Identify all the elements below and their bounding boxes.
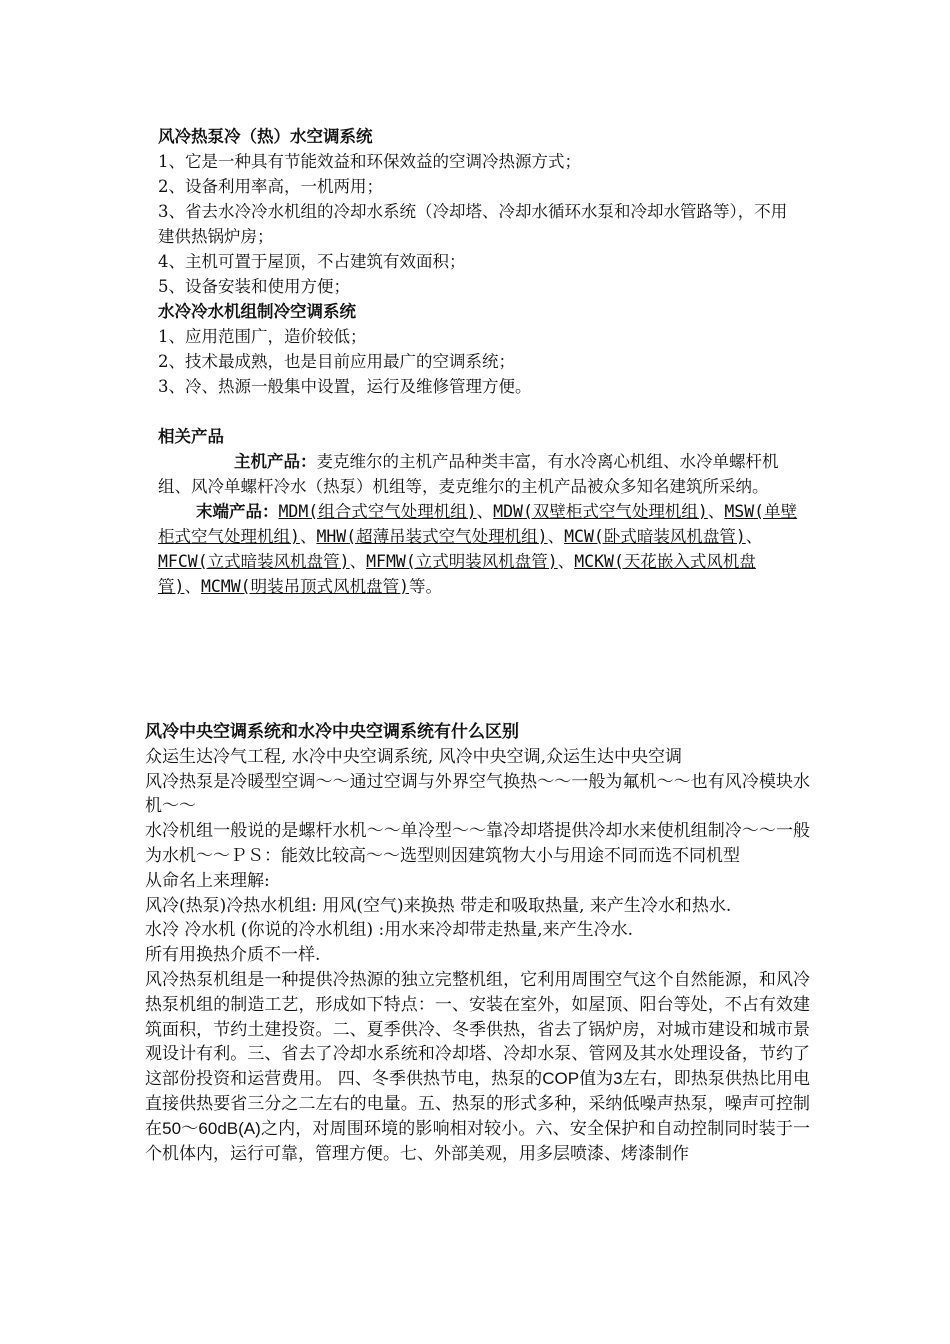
list-item: 4、主机可置于屋顶，不占建筑有效面积； [158, 252, 466, 271]
list-item: 3、省去水冷冷水机组的冷却水系统（冷却塔、冷却水循环水泵和冷却水管路等），不用建供热锅炉房； [158, 202, 788, 246]
text-line: 从命名上来理解: [145, 870, 270, 891]
section-air-cooled-vs-water-cooled [158, 124, 798, 599]
text-line: 风冷(热泵)冷热水机组: 用风(空气)来换热 带走和吸取热量, 来产生冷水和热水. [145, 895, 732, 916]
product-link-mcmw[interactable]: MCMW(明装吊顶式风机盘管) [200, 577, 410, 596]
text-line: 风冷热泵是冷暖型空调～～通过空调与外界空气换热～～一般为氟机～～也有风冷模块水机～～ [145, 771, 810, 817]
heading-water-cooled-chiller: 水冷冷水机组制冷空调系统 [158, 302, 356, 321]
product-link-mdw[interactable]: MDW(双壁柜式空气处理机组) [493, 502, 708, 521]
text-line: 水冷 冷水机 (你说的冷水机组) :用水来冷却带走热量,来产生冷水. [145, 920, 634, 941]
cop-term: COP [542, 1069, 580, 1089]
heading-related-products: 相关产品 [158, 427, 224, 446]
product-link-mcw[interactable]: MCW(卧式暗装风机盘管) [564, 527, 746, 546]
heading-differences: 风冷中央空调系统和水冷中央空调系统有什么区别 [145, 722, 519, 742]
text-line: 水冷机组一般说的是螺杆水机～～单冷型～～靠冷却塔提供冷却水来使机组制冷～～一般为水机～～ＰＳ：能效比较高～～选型则因建筑物大小与用途不同而选不同机型 [145, 821, 810, 866]
host-products-text: 麦克维尔的主机产品种类丰富，有水冷离心机组、水冷单螺杆机组、风冷单螺杆冷水（热泵）机组等，麦克维尔的主机产品被众多知名建筑所采纳。 [158, 452, 779, 496]
terminal-products-label: 末端产品： [196, 502, 279, 521]
host-products-label: 主机产品： [234, 452, 317, 471]
terminal-products-suffix: 等。 [409, 577, 443, 596]
product-link-mckw[interactable]: MCKW(天花嵌入式风机盘管) [158, 552, 756, 596]
terminal-products-paragraph: 末端产品：MDM(组合式空气处理机组)、MDW(双壁柜式空气处理机组)、MSW(单壁柜式空气处理机组)、MHW(超薄吊装式空气处理机组)、MCW(卧式暗装风机盘管)、MFCW(立式暗装风机盘管)、MFMW(立式明装风机盘管)、MCKW(天花嵌入式风机盘管)、MCMW(明装吊顶式风机盘管)等。 [158, 502, 798, 596]
list-item: 3、冷、热源一般集中设置，运行及维修管理方便。 [158, 377, 532, 396]
product-link-msw[interactable]: MSW(单壁柜式空气处理机组) [158, 502, 798, 546]
list-item: 1、它是一种具有节能效益和环保效益的空调冷热源方式； [158, 152, 581, 171]
section-differences [145, 720, 810, 1166]
text-line: 所有用换热介质不一样. [145, 945, 321, 966]
cop-value: 3 [613, 1069, 623, 1089]
product-link-mdm[interactable]: MDM(组合式空气处理机组) [278, 502, 477, 521]
product-link-mfmw[interactable]: MFMW(立式明装风机盘管) [366, 552, 558, 571]
heading-air-cooled-heat-pump: 风冷热泵冷（热）水空调系统 [158, 127, 373, 146]
list-item: 5、设备安装和使用方便； [158, 277, 350, 296]
list-item: 2、技术最成熟，也是目前应用最广的空调系统； [158, 352, 515, 371]
list-item: 1、应用范围广，造价较低； [158, 327, 367, 346]
text-line: 众运生达冷气工程, 水冷中央空调系统, 风冷中央空调,众运生达中央空调 [145, 746, 683, 767]
product-link-mfcw[interactable]: MFCW(立式暗装风机盘管) [158, 552, 350, 571]
heat-pump-features-paragraph: 风冷热泵机组是一种提供冷热源的独立完整机组，它利用周围空气这个自然能源，和风冷热泵机组的制造工艺，形成如下特点：一、安装在室外，如屋顶、阳台等处，不占有效建筑面积，节约土建投资。二、夏季供冷、冬季供热，省去了锅炉房，对城市建设和城市景观设计有利。三、省去了冷却水系统和冷却塔、冷却水泵、管网及其水处理设备，节约了这部份投资和运营费用。 四、冬季供热节电，热泵的COP值为3左右，即热泵供热比用电直接供热要省三分之二左右的电量。五、热泵的形式多种，采纳低噪声热泵，噪声可控制在50～60dB(A)之内，对周围环境的影响相对较小。六、安全保护和自动控制同时装于一个机体内，运行可靠，管理方便。七、外部美观，用多层喷漆、烤漆制作 [145, 969, 811, 1164]
list-item: 2、设备利用率高，一机两用； [158, 177, 383, 196]
host-products-paragraph [158, 449, 798, 499]
noise-range: 50～60dB(A) [162, 1118, 261, 1138]
product-link-mhw[interactable]: MHW(超薄吊装式空气处理机组) [316, 527, 548, 546]
